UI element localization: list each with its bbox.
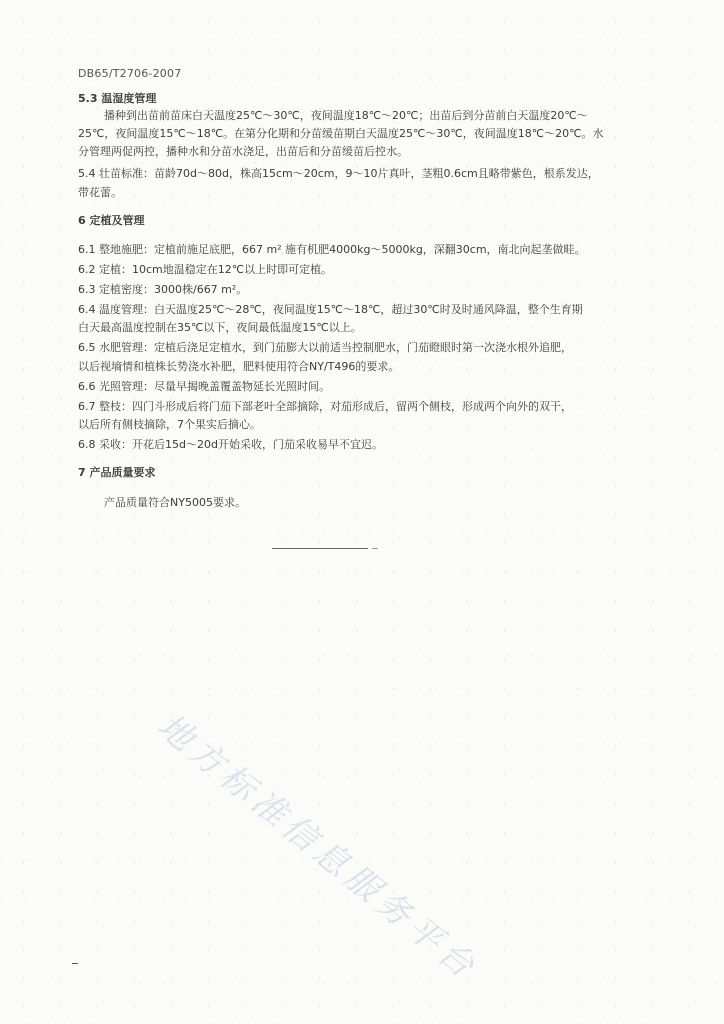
clause-6-4: 6.4 温度管理：白天温度25℃～28℃，夜间温度15℃～18℃，超过30℃时及时通风降温，整个生育期 <box>78 303 583 316</box>
paragraph-line: 播种到出苗前苗床白天温度25℃～30℃，夜间温度18℃～20℃；出苗后到分苗前白天温度20℃～ <box>104 109 588 122</box>
paragraph-line: 分管理两促两控，播种水和分苗水浇足，出苗后和分苗缓苗后控水。 <box>78 145 408 158</box>
clause-5-4: 5.4 壮苗标准：苗龄70d～80d，株高15cm～20cm，9～10片真叶，茎粗0.6cm且略带紫色，根系发达， <box>78 167 599 180</box>
paragraph-line: 25℃，夜间温度15℃～18℃。在第分化期和分苗缓苗期白天温度25℃～30℃，夜间温度18℃～20℃。水 <box>78 127 604 140</box>
paragraph-line: 以后视墒情和植株长势浇水补肥，肥料使用符合NY/T496的要求。 <box>78 360 400 373</box>
paragraph-line: 产品质量符合NY5005要求。 <box>104 496 246 509</box>
paragraph-line: 带花蕾。 <box>78 186 122 199</box>
section-heading-7: 7 产品质量要求 <box>78 466 156 479</box>
end-divider-tail <box>372 548 378 549</box>
section-heading-5-3: 5.3 温湿度管理 <box>78 92 157 105</box>
section-heading-6: 6 定植及管理 <box>78 214 145 227</box>
clause-6-2: 6.2 定植：10cm地温稳定在12℃以上时即可定植。 <box>78 263 333 276</box>
clause-6-1: 6.1 整地施肥：定植前施足底肥，667 m² 施有机肥4000kg～5000kg，深翻30cm，南北向起垄做畦。 <box>78 243 586 256</box>
clause-6-8: 6.8 采收：开花后15d～20d开始采收，门茄采收易早不宜迟。 <box>78 438 383 451</box>
watermark: 地方标准信息服务平台 <box>149 706 486 990</box>
clause-6-5: 6.5 水肥管理：定植后浇足定植水，到门茄膨大以前适当控制肥水，门茄瞪眼时第一次浇水根外追肥， <box>78 341 572 354</box>
clause-6-6: 6.6 光照管理：尽量早揭晚盖覆盖物延长光照时间。 <box>78 380 330 393</box>
end-divider <box>272 548 368 549</box>
paragraph-line: 白天最高温度控制在35℃以下，夜间最低温度15℃以上。 <box>78 321 362 334</box>
clause-6-3: 6.3 定植密度：3000株/667 m²。 <box>78 283 248 296</box>
page-corner-mark <box>72 963 78 964</box>
document-code: DB65/T2706-2007 <box>78 67 182 80</box>
paragraph-line: 以后所有侧枝摘除，7个果实后摘心。 <box>78 418 261 431</box>
clause-6-7: 6.7 整枝：四门斗形成后将门茄下部老叶全部摘除，对茄形成后，留两个侧枝，形成两个向外的双干， <box>78 400 572 413</box>
